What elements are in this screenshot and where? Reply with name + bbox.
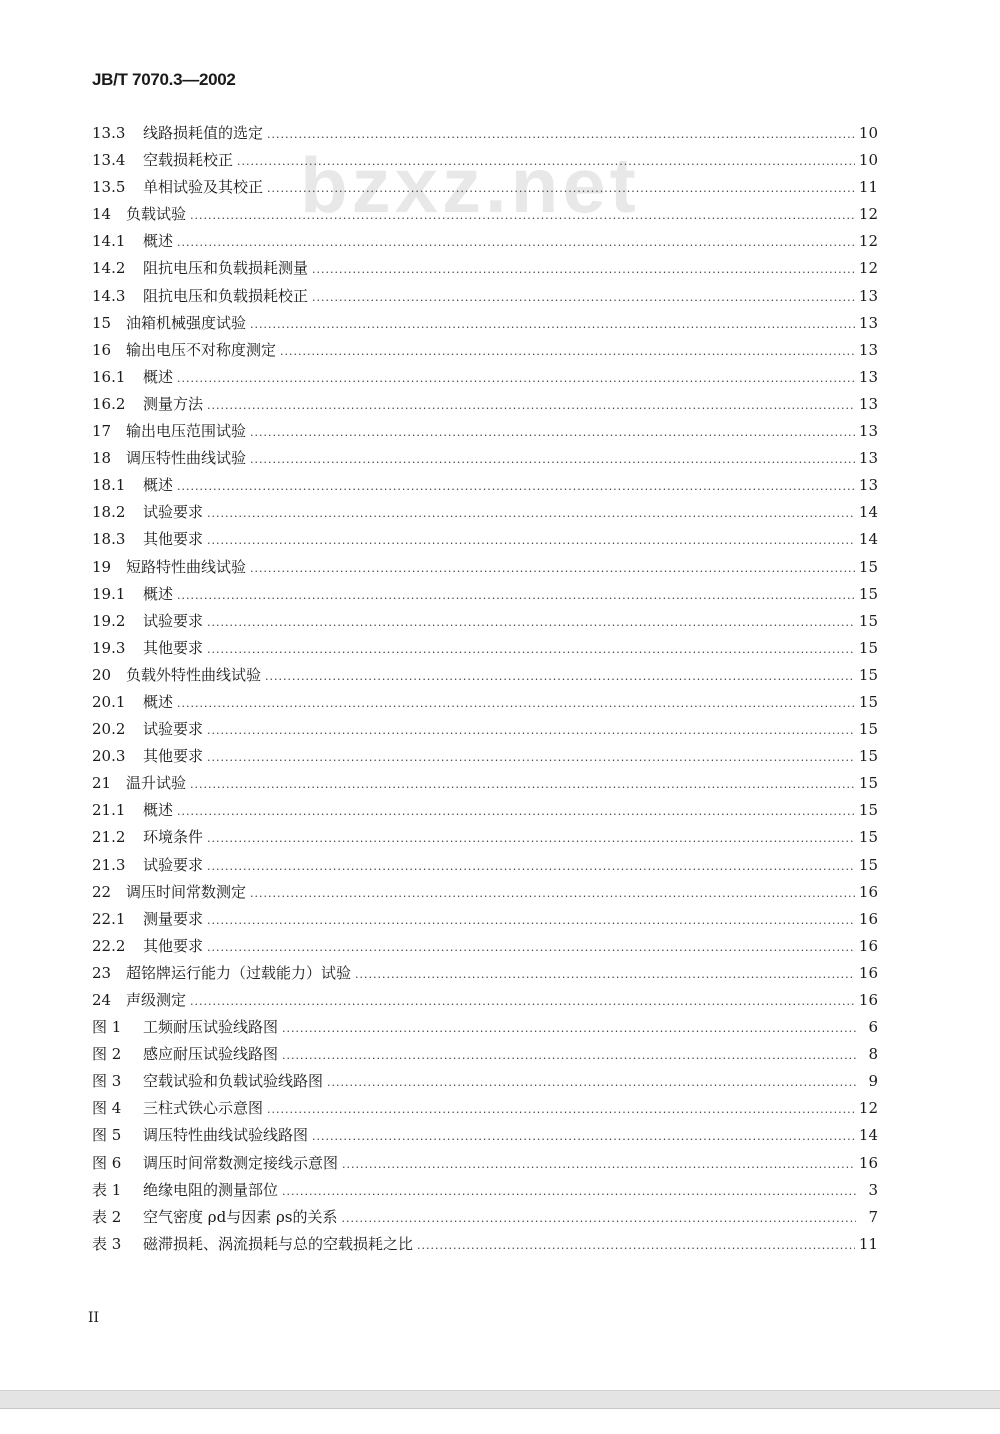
- dot-leader: [207, 392, 855, 419]
- toc-entry-page: 16: [858, 1153, 878, 1172]
- toc-entry-number: 21.1: [92, 801, 126, 820]
- toc-entry-title: 短路特性曲线试验: [126, 557, 247, 576]
- dot-leader: [207, 853, 855, 880]
- toc-entry-page: 13: [858, 449, 878, 468]
- toc-entry-number: 20.1: [92, 692, 126, 711]
- toc-entry[interactable]: [92, 1041, 878, 1068]
- toc-entry-title: 三柱式铁心示意图: [143, 1099, 264, 1118]
- toc-entry-title: 其他要求: [143, 936, 204, 955]
- toc-entry-title: 概述: [143, 367, 174, 386]
- dot-leader: [177, 365, 855, 392]
- toc-entry-number: 21.3: [92, 855, 126, 874]
- toc-entry-title: 测量方法: [143, 394, 204, 413]
- dot-leader: [327, 1069, 856, 1096]
- dot-leader: [312, 284, 855, 311]
- toc-entry-title: 调压时间常数测定接线示意图: [143, 1153, 339, 1172]
- toc-entry-page: 15: [858, 720, 878, 739]
- dot-leader: [207, 500, 855, 527]
- toc-entry-number: 18.2: [92, 503, 126, 522]
- toc-entry-title: 绝缘电阻的测量部位: [143, 1180, 279, 1199]
- toc-entry-page: 15: [858, 584, 878, 603]
- toc-entry-number: 22: [92, 882, 112, 901]
- toc-entry-page: 14: [858, 1126, 878, 1145]
- toc-entry-number: 19: [92, 557, 112, 576]
- toc-entry-number: 表 2: [92, 1207, 122, 1226]
- toc-entry-number: 13.5: [92, 178, 126, 197]
- toc-entry-number: 16.1: [92, 367, 126, 386]
- toc-entry-page: 8: [868, 1045, 878, 1064]
- toc-entry-number: 22.1: [92, 909, 126, 928]
- dot-leader: [250, 555, 855, 582]
- toc-entry[interactable]: [92, 581, 878, 608]
- toc-entry[interactable]: [92, 906, 878, 933]
- toc-entry-number: 14: [92, 205, 112, 224]
- toc-entry-page: 7: [868, 1207, 878, 1226]
- toc-entry[interactable]: [92, 1231, 878, 1258]
- toc-entry-page: 11: [858, 1234, 878, 1253]
- toc-entry-number: 16: [92, 340, 112, 359]
- toc-entry-page: 15: [858, 665, 878, 684]
- toc-entry-number: 20.2: [92, 720, 126, 739]
- toc-entry-page: 15: [858, 747, 878, 766]
- dot-leader: [312, 256, 855, 283]
- toc-entry[interactable]: [92, 824, 878, 851]
- toc-entry-number: 14.1: [92, 232, 126, 251]
- toc-entry-page: 13: [858, 394, 878, 413]
- toc-entry[interactable]: [92, 1014, 878, 1041]
- toc-entry[interactable]: [92, 255, 878, 282]
- page-separator: [0, 1390, 1000, 1409]
- toc-entry-number: 图 6: [92, 1153, 122, 1172]
- toc-entry-title: 工频耐压试验线路图: [143, 1018, 279, 1037]
- dot-leader: [207, 609, 855, 636]
- toc-entry-page: 15: [858, 557, 878, 576]
- dot-leader: [267, 121, 855, 148]
- toc-entry-number: 13.4: [92, 151, 126, 170]
- dot-leader: [190, 202, 855, 229]
- toc-entry-page: 13: [858, 286, 878, 305]
- toc-entry[interactable]: [92, 879, 878, 906]
- toc-entry[interactable]: [92, 201, 878, 228]
- toc-entry-title: 调压时间常数测定: [126, 882, 247, 901]
- dot-leader: [355, 961, 855, 988]
- toc-entry-number: 21: [92, 774, 112, 793]
- watermark: bzxz.net: [300, 141, 640, 229]
- toc-entry-number: 19.2: [92, 611, 126, 630]
- dot-leader: [250, 419, 855, 446]
- toc-entry-title: 单相试验及其校正: [143, 178, 264, 197]
- toc-entry-title: 试验要求: [143, 855, 204, 874]
- toc-entry[interactable]: [92, 716, 878, 743]
- toc-entry-number: 13.3: [92, 124, 126, 142]
- toc-entry-title: 负载试验: [126, 205, 187, 224]
- toc-entry-page: 13: [858, 367, 878, 386]
- toc-entry-number: 14.2: [92, 259, 126, 278]
- toc-entry-number: 21.2: [92, 828, 126, 847]
- toc-entry[interactable]: [92, 987, 878, 1014]
- toc-entry[interactable]: [92, 283, 878, 310]
- dot-leader: [207, 636, 855, 663]
- toc-entry[interactable]: [92, 797, 878, 824]
- toc-entry-number: 图 5: [92, 1126, 122, 1145]
- dot-leader: [177, 582, 855, 609]
- toc-entry-page: 16: [858, 991, 878, 1009]
- toc-entry[interactable]: [92, 391, 878, 418]
- dot-leader: [250, 446, 855, 473]
- dot-leader: [190, 771, 855, 798]
- toc-entry-page: 9: [868, 1072, 878, 1091]
- toc-entry-title: 测量要求: [143, 909, 204, 928]
- toc-entry[interactable]: [92, 174, 878, 201]
- toc-entry[interactable]: [92, 1122, 878, 1149]
- dot-leader: [177, 473, 855, 500]
- toc-entry-title: 其他要求: [143, 638, 204, 657]
- toc-entry-page: 11: [858, 178, 878, 197]
- toc-entry-number: 18: [92, 449, 112, 468]
- toc-entry-page: 14: [858, 503, 878, 522]
- toc-entry-page: 16: [858, 963, 878, 982]
- toc-entry-number: 19.1: [92, 584, 126, 603]
- toc-entry[interactable]: [92, 852, 878, 879]
- toc-entry-title: 试验要求: [143, 611, 204, 630]
- toc-entry-number: 22.2: [92, 936, 126, 955]
- toc-entry[interactable]: [92, 526, 878, 553]
- toc-entry[interactable]: [92, 1204, 878, 1231]
- toc-entry-number: 图 4: [92, 1099, 122, 1118]
- toc-entry-page: 15: [858, 774, 878, 793]
- toc-entry-number: 图 2: [92, 1045, 122, 1064]
- toc-entry[interactable]: [92, 445, 878, 472]
- dot-leader: [267, 175, 855, 202]
- toc-entry-title: 阻抗电压和负载损耗测量: [143, 259, 309, 278]
- toc-entry-title: 输出电压不对称度测定: [126, 340, 277, 359]
- toc-entry[interactable]: [92, 147, 878, 174]
- dot-leader: [265, 663, 855, 690]
- toc-entry-number: 表 3: [92, 1234, 122, 1253]
- dot-leader: [312, 1123, 855, 1150]
- toc-entry-page: 12: [858, 232, 878, 251]
- toc-entry[interactable]: [92, 608, 878, 635]
- toc-entry-title: 概述: [143, 476, 174, 495]
- dot-leader: [341, 1205, 856, 1232]
- toc-entry-page: 6: [868, 1018, 878, 1037]
- toc-entry-number: 20: [92, 665, 112, 684]
- toc-entry-page: 12: [858, 259, 878, 278]
- dot-leader: [177, 690, 855, 717]
- toc-entry[interactable]: [92, 635, 878, 662]
- toc-entry-title: 线路损耗值的选定: [143, 124, 264, 142]
- dot-leader: [207, 825, 855, 852]
- dot-leader: [267, 1096, 855, 1123]
- toc-entry-page: 14: [858, 530, 878, 549]
- toc-entry-number: 19.3: [92, 638, 126, 657]
- toc-entry-page: 16: [858, 882, 878, 901]
- toc-entry-number: 表 1: [92, 1180, 122, 1199]
- toc-entry-number: 20.3: [92, 747, 126, 766]
- dot-leader: [177, 229, 855, 256]
- toc-entry-title: 试验要求: [143, 503, 204, 522]
- toc-entry-page: 12: [858, 205, 878, 224]
- toc-entry-title: 空载损耗校正: [143, 151, 234, 170]
- toc-entry-title: 环境条件: [143, 828, 204, 847]
- toc-entry-title: 概述: [143, 692, 174, 711]
- toc-entry-page: 13: [858, 422, 878, 441]
- toc-entry-title: 油箱机械强度试验: [126, 313, 247, 332]
- dot-leader: [207, 907, 855, 934]
- table-of-contents: [92, 120, 878, 1258]
- toc-entry-page: 15: [858, 801, 878, 820]
- toc-entry-page: 13: [858, 313, 878, 332]
- toc-entry[interactable]: [92, 1177, 878, 1204]
- toc-entry-number: 15: [92, 313, 112, 332]
- toc-entry-title: 超铭牌运行能力（过载能力）试验: [126, 963, 352, 982]
- toc-entry[interactable]: [92, 1095, 878, 1122]
- toc-entry-page: 15: [858, 828, 878, 847]
- toc-entry-title: 概述: [143, 232, 174, 251]
- toc-entry-title: 概述: [143, 801, 174, 820]
- dot-leader: [282, 1015, 856, 1042]
- document-number: JB/T 7070.3—2002: [92, 70, 236, 89]
- dot-leader: [282, 1042, 856, 1069]
- toc-entry[interactable]: [92, 1068, 878, 1095]
- dot-leader: [280, 338, 855, 365]
- toc-entry-number: 17: [92, 422, 112, 441]
- dot-leader: [250, 311, 855, 338]
- toc-entry-number: 24: [92, 991, 112, 1009]
- toc-entry-title: 空载试验和负载试验线路图: [143, 1072, 324, 1091]
- dot-leader: [342, 1151, 855, 1178]
- dot-leader: [207, 934, 855, 961]
- toc-entry[interactable]: [92, 310, 878, 337]
- toc-entry[interactable]: [92, 960, 878, 987]
- toc-entry-page: 15: [858, 692, 878, 711]
- dot-leader: [207, 744, 855, 771]
- toc-entry-title: 负载外特性曲线试验: [126, 665, 262, 684]
- toc-entry-page: 16: [858, 909, 878, 928]
- toc-entry-number: 图 3: [92, 1072, 122, 1091]
- toc-entry[interactable]: [92, 499, 878, 526]
- page-number: II: [88, 1310, 100, 1326]
- toc-entry-page: 13: [858, 476, 878, 495]
- toc-entry-number: 18.1: [92, 476, 126, 495]
- dot-leader: [282, 1178, 856, 1205]
- toc-entry-page: 3: [868, 1180, 878, 1199]
- toc-entry[interactable]: [92, 337, 878, 364]
- toc-entry-number: 23: [92, 963, 112, 982]
- toc-entry-title: 感应耐压试验线路图: [143, 1045, 279, 1064]
- toc-entry[interactable]: [92, 933, 878, 960]
- toc-entry[interactable]: [92, 364, 878, 391]
- toc-entry[interactable]: [92, 120, 878, 147]
- toc-entry-page: 15: [858, 855, 878, 874]
- dot-leader: [190, 988, 855, 1015]
- dot-leader: [207, 527, 855, 554]
- toc-entry-title: 调压特性曲线试验线路图: [143, 1126, 309, 1145]
- toc-entry-title: 其他要求: [143, 530, 204, 549]
- toc-entry-page: 10: [858, 151, 878, 170]
- toc-entry[interactable]: [92, 418, 878, 445]
- toc-entry-page: 16: [858, 936, 878, 955]
- dot-leader: [207, 717, 855, 744]
- toc-entry[interactable]: [92, 1150, 878, 1177]
- toc-entry-title: 空气密度 ρd与因素 ρs的关系: [143, 1207, 338, 1226]
- toc-entry[interactable]: [92, 770, 878, 797]
- toc-entry-number: 14.3: [92, 286, 126, 305]
- toc-entry[interactable]: [92, 554, 878, 581]
- toc-entry[interactable]: [92, 689, 878, 716]
- dot-leader: [177, 798, 855, 825]
- dot-leader: [237, 148, 855, 175]
- toc-entry-title: 概述: [143, 584, 174, 603]
- toc-entry-title: 试验要求: [143, 720, 204, 739]
- toc-entry-title: 输出电压范围试验: [126, 422, 247, 441]
- toc-entry-page: 15: [858, 611, 878, 630]
- toc-entry-page: 13: [858, 340, 878, 359]
- toc-entry-title: 其他要求: [143, 747, 204, 766]
- toc-entry-title: 磁滞损耗、涡流损耗与总的空载损耗之比: [143, 1234, 414, 1253]
- toc-entry-number: 18.3: [92, 530, 126, 549]
- toc-entry-title: 声级测定: [126, 991, 187, 1009]
- toc-entry[interactable]: [92, 662, 878, 689]
- toc-entry[interactable]: [92, 472, 878, 499]
- toc-entry-page: 12: [858, 1099, 878, 1118]
- toc-entry[interactable]: [92, 228, 878, 255]
- toc-entry-page: 15: [858, 638, 878, 657]
- toc-entry-page: 10: [858, 124, 878, 142]
- toc-entry-title: 温升试验: [126, 774, 187, 793]
- dot-leader: [250, 880, 855, 907]
- toc-entry-number: 16.2: [92, 394, 126, 413]
- dot-leader: [417, 1232, 855, 1259]
- toc-entry[interactable]: [92, 743, 878, 770]
- toc-entry-title: 阻抗电压和负载损耗校正: [143, 286, 309, 305]
- toc-entry-number: 图 1: [92, 1018, 122, 1037]
- toc-entry-title: 调压特性曲线试验: [126, 449, 247, 468]
